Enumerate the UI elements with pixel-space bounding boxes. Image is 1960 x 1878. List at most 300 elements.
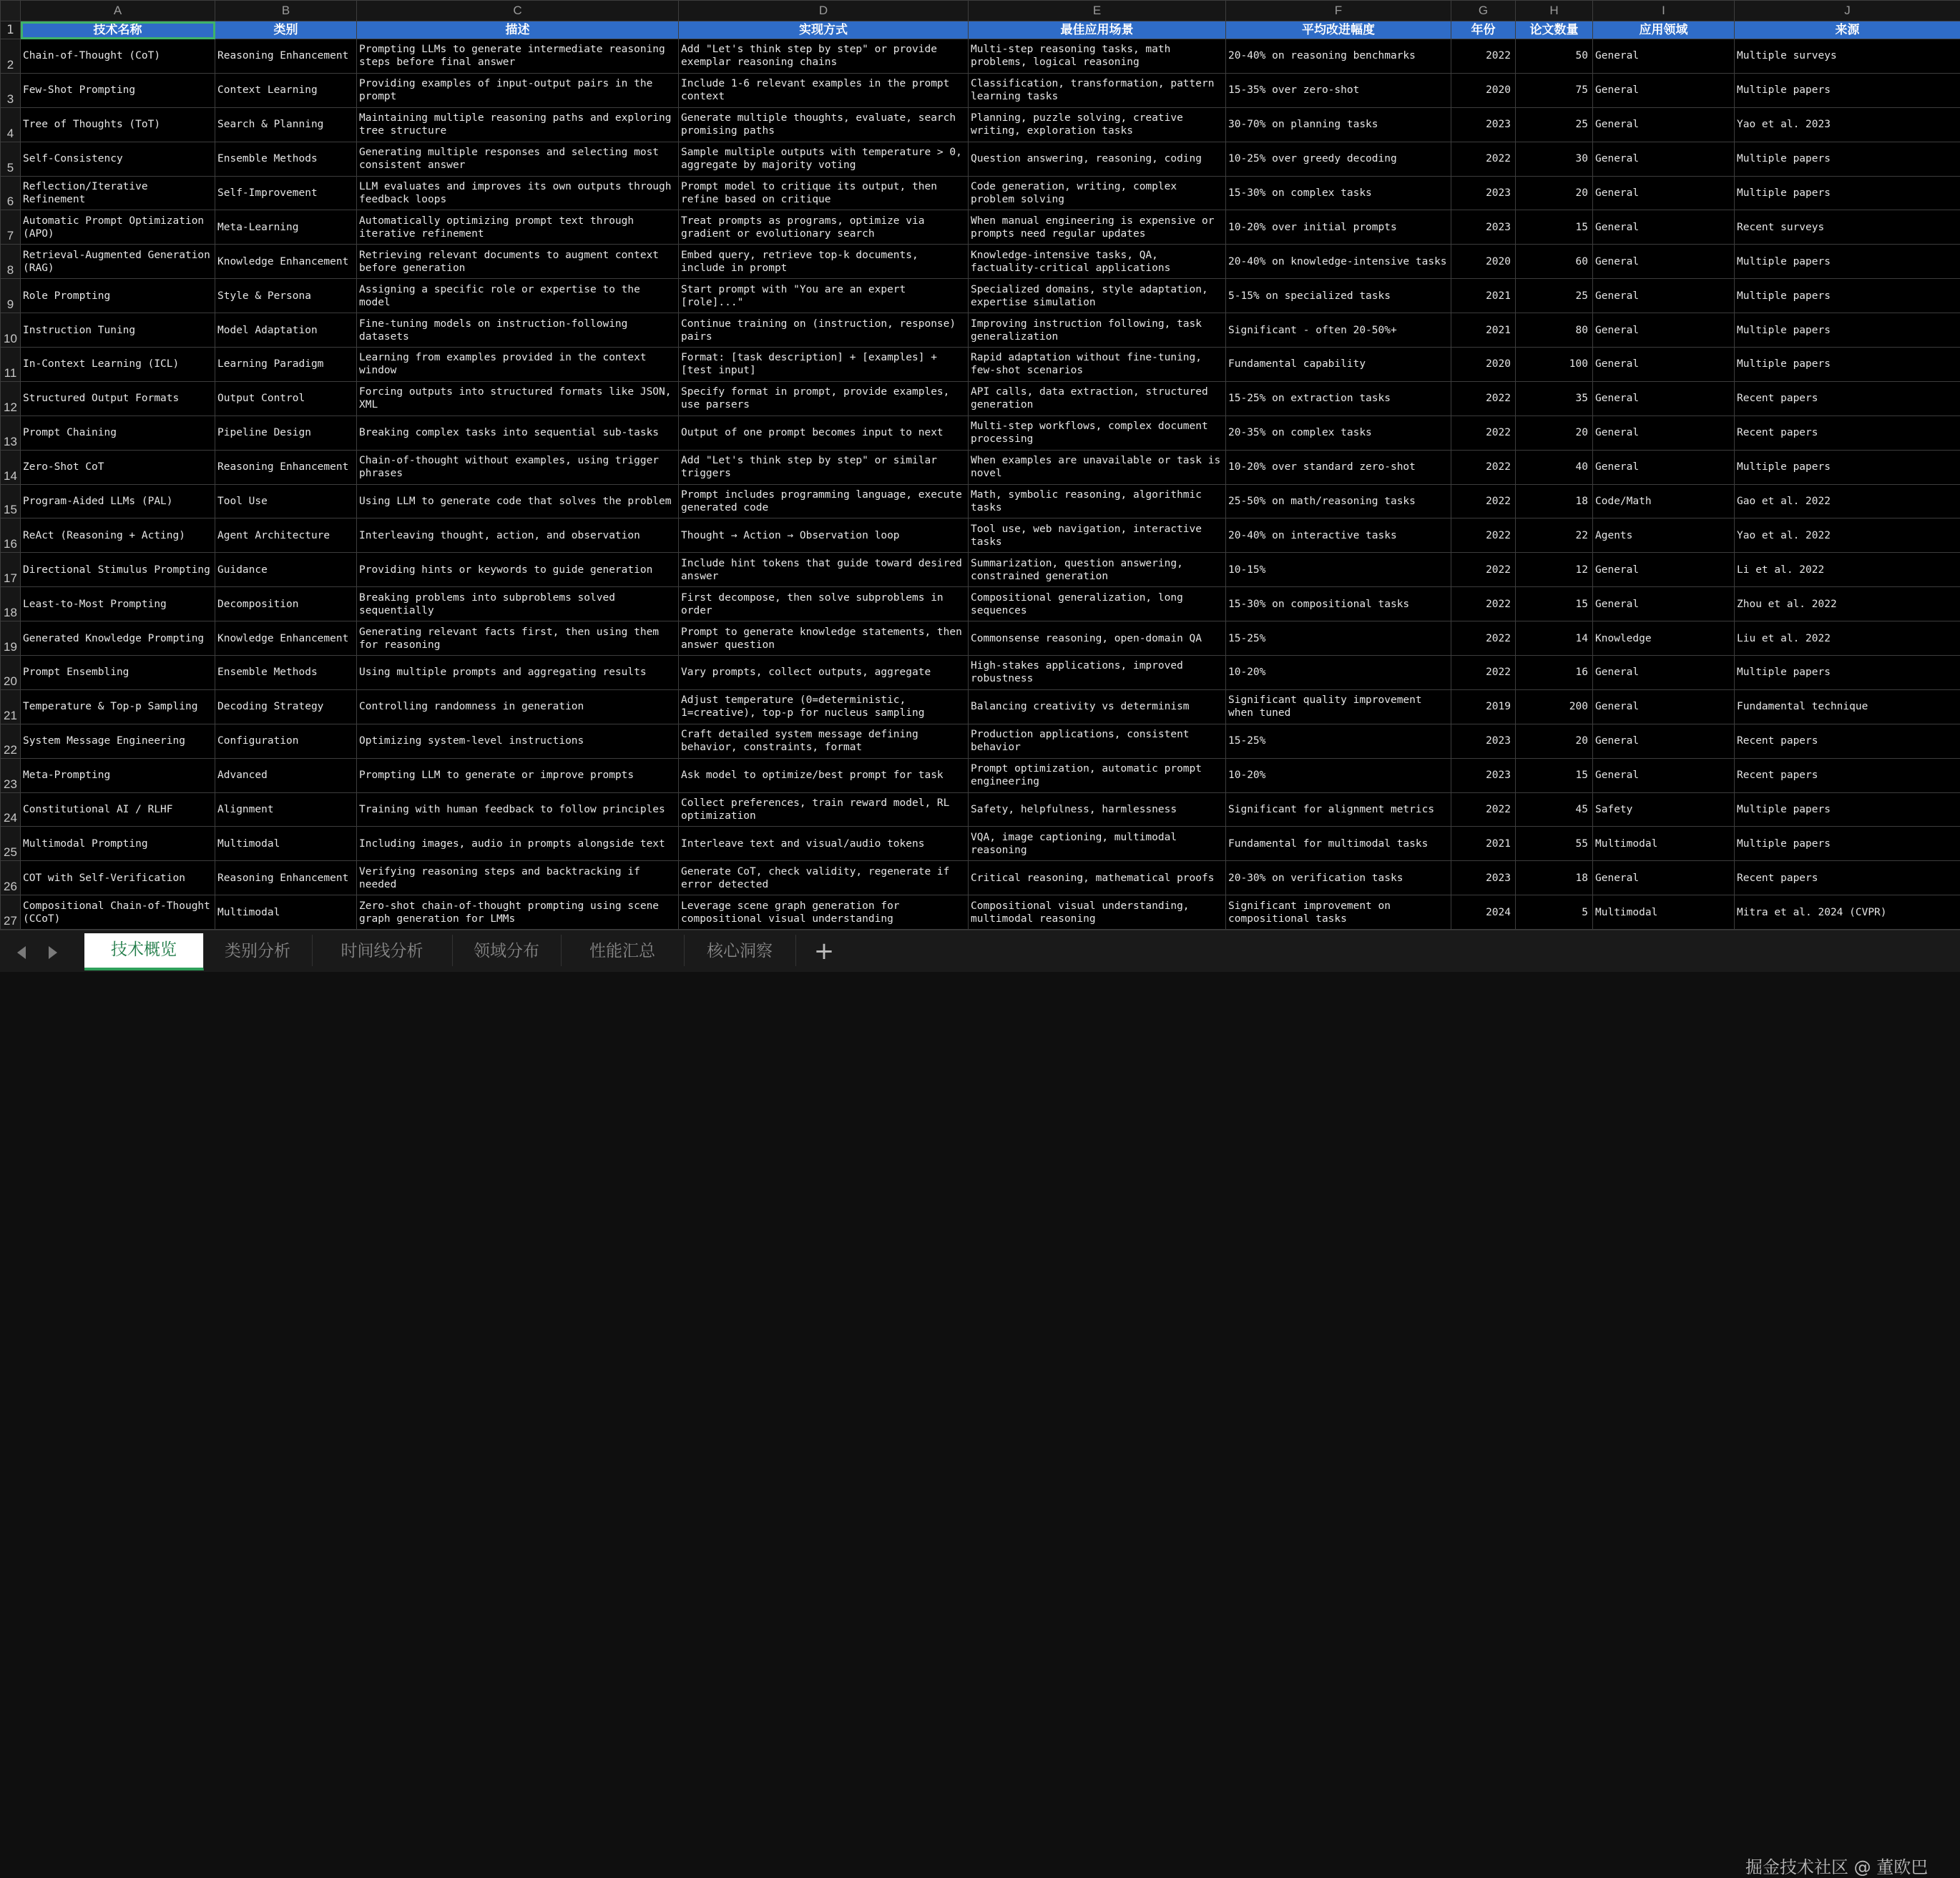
table-cell[interactable]: 2022 <box>1451 450 1516 484</box>
table-cell[interactable]: Interleave text and visual/audio tokens <box>679 827 969 861</box>
sheet-tab[interactable]: 时间线分析 <box>312 935 453 966</box>
table-cell[interactable]: Meta-Prompting <box>21 758 215 792</box>
table-cell[interactable]: 2023 <box>1451 724 1516 758</box>
table-cell[interactable]: Reflection/Iterative Refinement <box>21 176 215 210</box>
table-cell[interactable]: Prompt optimization, automatic prompt engineering <box>969 758 1226 792</box>
table-cell[interactable]: Guidance <box>215 553 357 587</box>
table-cell[interactable]: Multiple papers <box>1735 348 1960 382</box>
column-header[interactable]: E <box>969 1 1226 21</box>
table-cell[interactable]: Decomposition <box>215 587 357 621</box>
table-cell[interactable]: 2023 <box>1451 758 1516 792</box>
table-cell[interactable]: General <box>1593 656 1735 690</box>
table-cell[interactable]: 2022 <box>1451 142 1516 176</box>
table-cell[interactable]: First decompose, then solve subproblems in order <box>679 587 969 621</box>
table-cell[interactable]: Ensemble Methods <box>215 142 357 176</box>
table-cell[interactable]: Compositional generalization, long sequences <box>969 587 1226 621</box>
row-number[interactable]: 23 <box>1 758 21 792</box>
table-cell[interactable]: Sample multiple outputs with temperature > 0, aggregate by majority voting <box>679 142 969 176</box>
table-cell[interactable]: Prompt Ensembling <box>21 656 215 690</box>
table-cell[interactable]: 2021 <box>1451 827 1516 861</box>
table-cell[interactable]: Meta-Learning <box>215 210 357 245</box>
table-cell[interactable]: Critical reasoning, mathematical proofs <box>969 861 1226 895</box>
table-cell[interactable]: 15-25% <box>1226 621 1451 656</box>
table-cell[interactable]: 18 <box>1516 861 1593 895</box>
table-cell[interactable]: 45 <box>1516 792 1593 827</box>
table-cell[interactable]: 20 <box>1516 416 1593 450</box>
table-cell[interactable]: Advanced <box>215 758 357 792</box>
table-cell[interactable]: 12 <box>1516 553 1593 587</box>
table-cell[interactable]: Generating relevant facts first, then using them for reasoning <box>357 621 679 656</box>
header-cell-technique-name[interactable]: 技术名称 <box>21 21 215 39</box>
row-number[interactable]: 13 <box>1 416 21 450</box>
table-cell[interactable]: Reasoning Enhancement <box>215 39 357 74</box>
table-cell[interactable]: General <box>1593 758 1735 792</box>
table-cell[interactable]: Embed query, retrieve top-k documents, include in prompt <box>679 245 969 279</box>
table-cell[interactable]: 60 <box>1516 245 1593 279</box>
table-cell[interactable]: 2022 <box>1451 656 1516 690</box>
row-number[interactable]: 22 <box>1 724 21 758</box>
table-cell[interactable]: 10-20% <box>1226 656 1451 690</box>
table-cell[interactable]: VQA, image captioning, multimodal reasoning <box>969 827 1226 861</box>
table-cell[interactable]: Multimodal <box>215 895 357 930</box>
table-cell[interactable]: 80 <box>1516 313 1593 348</box>
table-cell[interactable]: COT with Self-Verification <box>21 861 215 895</box>
table-cell[interactable]: Tool Use <box>215 484 357 518</box>
row-number[interactable]: 10 <box>1 313 21 348</box>
column-header[interactable]: F <box>1226 1 1451 21</box>
table-cell[interactable]: Using LLM to generate code that solves the problem <box>357 484 679 518</box>
table-cell[interactable]: Instruction Tuning <box>21 313 215 348</box>
table-cell[interactable]: General <box>1593 107 1735 142</box>
table-cell[interactable]: Decoding Strategy <box>215 689 357 724</box>
table-cell[interactable]: Tree of Thoughts (ToT) <box>21 107 215 142</box>
table-cell[interactable]: 22 <box>1516 518 1593 553</box>
header-cell-implementation[interactable]: 实现方式 <box>679 21 969 39</box>
table-cell[interactable]: 15 <box>1516 210 1593 245</box>
table-cell[interactable]: Assigning a specific role or expertise to the model <box>357 279 679 313</box>
table-cell[interactable]: 2022 <box>1451 416 1516 450</box>
table-cell[interactable]: Rapid adaptation without fine-tuning, few-shot scenarios <box>969 348 1226 382</box>
table-cell[interactable]: Chain-of-thought without examples, using trigger phrases <box>357 450 679 484</box>
table-cell[interactable]: Include hint tokens that guide toward desired answer <box>679 553 969 587</box>
table-cell[interactable]: Automatic Prompt Optimization (APO) <box>21 210 215 245</box>
sheet-tab[interactable]: 核心洞察 <box>684 935 796 966</box>
table-cell[interactable]: General <box>1593 313 1735 348</box>
table-cell[interactable]: Vary prompts, collect outputs, aggregate <box>679 656 969 690</box>
table-cell[interactable]: Multimodal <box>1593 895 1735 930</box>
table-cell[interactable]: Continue training on (instruction, response) pairs <box>679 313 969 348</box>
table-cell[interactable]: Thought → Action → Observation loop <box>679 518 969 553</box>
table-cell[interactable]: Craft detailed system message defining behavior, constraints, format <box>679 724 969 758</box>
table-cell[interactable]: Context Learning <box>215 73 357 107</box>
table-cell[interactable]: 2023 <box>1451 176 1516 210</box>
table-cell[interactable]: Safety <box>1593 792 1735 827</box>
table-cell[interactable]: Adjust temperature (0=deterministic, 1=creative), top-p for nucleus sampling <box>679 689 969 724</box>
table-cell[interactable]: Forcing outputs into structured formats like JSON, XML <box>357 381 679 416</box>
table-cell[interactable]: Compositional visual understanding, multimodal reasoning <box>969 895 1226 930</box>
table-cell[interactable]: Prompt to generate knowledge statements, then answer question <box>679 621 969 656</box>
header-cell-year[interactable]: 年份 <box>1451 21 1516 39</box>
table-cell[interactable]: When manual engineering is expensive or prompts need regular updates <box>969 210 1226 245</box>
triangle-right-icon[interactable] <box>49 946 57 959</box>
table-cell[interactable]: LLM evaluates and improves its own outputs through feedback loops <box>357 176 679 210</box>
table-cell[interactable]: Multiple papers <box>1735 450 1960 484</box>
table-cell[interactable]: Using multiple prompts and aggregating results <box>357 656 679 690</box>
table-cell[interactable]: 14 <box>1516 621 1593 656</box>
table-cell[interactable]: 2023 <box>1451 861 1516 895</box>
table-cell[interactable]: Generated Knowledge Prompting <box>21 621 215 656</box>
table-cell[interactable]: Multiple papers <box>1735 279 1960 313</box>
table-cell[interactable]: 20 <box>1516 176 1593 210</box>
row-number[interactable]: 27 <box>1 895 21 930</box>
table-cell[interactable]: Model Adaptation <box>215 313 357 348</box>
row-number[interactable]: 7 <box>1 210 21 245</box>
table-cell[interactable]: Recent surveys <box>1735 210 1960 245</box>
table-cell[interactable]: Few-Shot Prompting <box>21 73 215 107</box>
row-number[interactable]: 5 <box>1 142 21 176</box>
table-cell[interactable]: 2022 <box>1451 518 1516 553</box>
table-cell[interactable]: Including images, audio in prompts alongside text <box>357 827 679 861</box>
table-cell[interactable]: System Message Engineering <box>21 724 215 758</box>
table-cell[interactable]: Knowledge Enhancement <box>215 245 357 279</box>
column-header[interactable]: A <box>21 1 215 21</box>
row-number[interactable]: 14 <box>1 450 21 484</box>
spreadsheet-grid[interactable] <box>0 0 1960 930</box>
row-number[interactable]: 16 <box>1 518 21 553</box>
table-cell[interactable]: Configuration <box>215 724 357 758</box>
table-cell[interactable]: Liu et al. 2022 <box>1735 621 1960 656</box>
table-cell[interactable]: 2022 <box>1451 381 1516 416</box>
table-cell[interactable]: 20-40% on interactive tasks <box>1226 518 1451 553</box>
table-cell[interactable]: Commonsense reasoning, open-domain QA <box>969 621 1226 656</box>
sheet-tab[interactable]: 技术概览 <box>84 933 204 970</box>
column-header[interactable]: C <box>357 1 679 21</box>
table-cell[interactable]: General <box>1593 210 1735 245</box>
table-cell[interactable]: General <box>1593 450 1735 484</box>
table-cell[interactable]: Yao et al. 2022 <box>1735 518 1960 553</box>
table-cell[interactable]: Recent papers <box>1735 758 1960 792</box>
table-cell[interactable]: Directional Stimulus Prompting <box>21 553 215 587</box>
table-cell[interactable]: 25 <box>1516 107 1593 142</box>
table-cell[interactable]: Multimodal Prompting <box>21 827 215 861</box>
table-cell[interactable]: Role Prompting <box>21 279 215 313</box>
table-cell[interactable]: General <box>1593 861 1735 895</box>
table-cell[interactable]: Reasoning Enhancement <box>215 450 357 484</box>
table-cell[interactable]: 25-50% on math/reasoning tasks <box>1226 484 1451 518</box>
table-cell[interactable]: Fine-tuning models on instruction-following datasets <box>357 313 679 348</box>
triangle-left-icon[interactable] <box>17 946 26 959</box>
table-cell[interactable]: Knowledge-intensive tasks, QA, factuality-critical applications <box>969 245 1226 279</box>
row-number[interactable]: 11 <box>1 348 21 382</box>
table-cell[interactable]: 2023 <box>1451 107 1516 142</box>
table-cell[interactable]: Alignment <box>215 792 357 827</box>
table-cell[interactable]: Program-Aided LLMs (PAL) <box>21 484 215 518</box>
table-cell[interactable]: General <box>1593 381 1735 416</box>
table-cell[interactable]: Planning, puzzle solving, creative writing, exploration tasks <box>969 107 1226 142</box>
row-number[interactable]: 25 <box>1 827 21 861</box>
table-cell[interactable]: Start prompt with "You are an expert [role]..." <box>679 279 969 313</box>
table-cell[interactable]: Recent papers <box>1735 381 1960 416</box>
table-cell[interactable]: General <box>1593 176 1735 210</box>
table-cell[interactable]: Zero-shot chain-of-thought prompting using scene graph generation for LMMs <box>357 895 679 930</box>
table-cell[interactable]: Treat prompts as programs, optimize via gradient or evolutionary search <box>679 210 969 245</box>
table-cell[interactable]: Summarization, question answering, constrained generation <box>969 553 1226 587</box>
table-cell[interactable]: Fundamental for multimodal tasks <box>1226 827 1451 861</box>
table-cell[interactable]: 25 <box>1516 279 1593 313</box>
row-number[interactable]: 4 <box>1 107 21 142</box>
table-cell[interactable]: General <box>1593 416 1735 450</box>
table-cell[interactable]: Prompting LLMs to generate intermediate reasoning steps before final answer <box>357 39 679 74</box>
table-cell[interactable]: Maintaining multiple reasoning paths and exploring tree structure <box>357 107 679 142</box>
table-cell[interactable]: Agents <box>1593 518 1735 553</box>
table-cell[interactable]: Multi-step workflows, complex document processing <box>969 416 1226 450</box>
table-cell[interactable]: Question answering, reasoning, coding <box>969 142 1226 176</box>
table-cell[interactable]: Chain-of-Thought (CoT) <box>21 39 215 74</box>
table-cell[interactable]: Specialized domains, style adaptation, expertise simulation <box>969 279 1226 313</box>
table-cell[interactable]: Multi-step reasoning tasks, math problems, logical reasoning <box>969 39 1226 74</box>
header-cell-best-use[interactable]: 最佳应用场景 <box>969 21 1226 39</box>
table-cell[interactable]: 30 <box>1516 142 1593 176</box>
table-cell[interactable]: 16 <box>1516 656 1593 690</box>
table-cell[interactable]: 20 <box>1516 724 1593 758</box>
table-cell[interactable]: Generating multiple responses and selecting most consistent answer <box>357 142 679 176</box>
table-cell[interactable]: Significant - often 20-50%+ <box>1226 313 1451 348</box>
table-cell[interactable]: API calls, data extraction, structured generation <box>969 381 1226 416</box>
row-number[interactable]: 15 <box>1 484 21 518</box>
table-cell[interactable]: Improving instruction following, task generalization <box>969 313 1226 348</box>
row-number[interactable]: 8 <box>1 245 21 279</box>
table-cell[interactable]: 10-25% over greedy decoding <box>1226 142 1451 176</box>
table-cell[interactable]: Automatically optimizing prompt text through iterative refinement <box>357 210 679 245</box>
table-cell[interactable]: Code generation, writing, complex problem solving <box>969 176 1226 210</box>
table-cell[interactable]: Recent papers <box>1735 861 1960 895</box>
table-cell[interactable]: Prompt includes programming language, execute generated code <box>679 484 969 518</box>
table-cell[interactable]: 20-40% on knowledge-intensive tasks <box>1226 245 1451 279</box>
table-cell[interactable]: Structured Output Formats <box>21 381 215 416</box>
select-all-corner[interactable] <box>1 1 21 21</box>
table-cell[interactable]: Add "Let's think step by step" or provide exemplar reasoning chains <box>679 39 969 74</box>
row-number[interactable]: 19 <box>1 621 21 656</box>
table-cell[interactable]: Multiple papers <box>1735 827 1960 861</box>
table-cell[interactable]: General <box>1593 142 1735 176</box>
table-cell[interactable]: Self-Improvement <box>215 176 357 210</box>
table-cell[interactable]: 2022 <box>1451 621 1516 656</box>
sheet-tab[interactable]: 领域分布 <box>452 935 562 966</box>
table-cell[interactable]: Prompt model to critique its output, then refine based on critique <box>679 176 969 210</box>
table-cell[interactable]: 2024 <box>1451 895 1516 930</box>
table-cell[interactable]: Generate CoT, check validity, regenerate if error detected <box>679 861 969 895</box>
table-cell[interactable]: Recent papers <box>1735 724 1960 758</box>
table-cell[interactable]: Reasoning Enhancement <box>215 861 357 895</box>
table-cell[interactable]: 2021 <box>1451 279 1516 313</box>
table-cell[interactable]: 2020 <box>1451 73 1516 107</box>
table-cell[interactable]: Self-Consistency <box>21 142 215 176</box>
table-cell[interactable]: Temperature & Top-p Sampling <box>21 689 215 724</box>
table-cell[interactable]: General <box>1593 553 1735 587</box>
row-number[interactable]: 21 <box>1 689 21 724</box>
column-header[interactable]: J <box>1735 1 1960 21</box>
table-cell[interactable]: General <box>1593 39 1735 74</box>
table-cell[interactable]: Learning from examples provided in the context window <box>357 348 679 382</box>
table-cell[interactable]: 20-35% on complex tasks <box>1226 416 1451 450</box>
table-cell[interactable]: Multiple papers <box>1735 656 1960 690</box>
table-cell[interactable]: Ask model to optimize/best prompt for task <box>679 758 969 792</box>
table-cell[interactable]: 2022 <box>1451 484 1516 518</box>
table-cell[interactable]: 10-20% <box>1226 758 1451 792</box>
row-number[interactable]: 9 <box>1 279 21 313</box>
table-cell[interactable]: 20-30% on verification tasks <box>1226 861 1451 895</box>
column-header[interactable]: B <box>215 1 357 21</box>
table-cell[interactable]: 100 <box>1516 348 1593 382</box>
row-number[interactable]: 18 <box>1 587 21 621</box>
table-cell[interactable]: 15-35% over zero-shot <box>1226 73 1451 107</box>
table-cell[interactable]: Retrieving relevant documents to augment context before generation <box>357 245 679 279</box>
table-cell[interactable]: 2019 <box>1451 689 1516 724</box>
table-cell[interactable]: Generate multiple thoughts, evaluate, search promising paths <box>679 107 969 142</box>
table-cell[interactable]: General <box>1593 587 1735 621</box>
table-cell[interactable]: Code/Math <box>1593 484 1735 518</box>
column-header[interactable]: I <box>1593 1 1735 21</box>
table-cell[interactable]: Providing examples of input-output pairs in the prompt <box>357 73 679 107</box>
table-cell[interactable]: 10-20% over initial prompts <box>1226 210 1451 245</box>
table-cell[interactable]: Controlling randomness in generation <box>357 689 679 724</box>
header-cell-domain[interactable]: 应用领域 <box>1593 21 1735 39</box>
table-cell[interactable]: Balancing creativity vs determinism <box>969 689 1226 724</box>
table-cell[interactable]: 2022 <box>1451 553 1516 587</box>
table-cell[interactable]: 15-30% on complex tasks <box>1226 176 1451 210</box>
table-cell[interactable]: 20-40% on reasoning benchmarks <box>1226 39 1451 74</box>
row-number[interactable]: 6 <box>1 176 21 210</box>
table-cell[interactable]: ReAct (Reasoning + Acting) <box>21 518 215 553</box>
table-cell[interactable]: 5 <box>1516 895 1593 930</box>
table-cell[interactable]: Li et al. 2022 <box>1735 553 1960 587</box>
table-cell[interactable]: 40 <box>1516 450 1593 484</box>
table-cell[interactable]: Format: [task description] + [examples] + [test input] <box>679 348 969 382</box>
table-cell[interactable]: 10-20% over standard zero-shot <box>1226 450 1451 484</box>
table-cell[interactable]: Ensemble Methods <box>215 656 357 690</box>
table-cell[interactable]: Significant for alignment metrics <box>1226 792 1451 827</box>
table-cell[interactable]: 35 <box>1516 381 1593 416</box>
table-cell[interactable]: Training with human feedback to follow principles <box>357 792 679 827</box>
table-cell[interactable]: Breaking problems into subproblems solved sequentially <box>357 587 679 621</box>
table-cell[interactable]: When examples are unavailable or task is novel <box>969 450 1226 484</box>
table-cell[interactable]: Multimodal <box>215 827 357 861</box>
table-cell[interactable]: Output Control <box>215 381 357 416</box>
row-number[interactable]: 24 <box>1 792 21 827</box>
table-cell[interactable]: High-stakes applications, improved robustness <box>969 656 1226 690</box>
table-cell[interactable]: General <box>1593 245 1735 279</box>
table-cell[interactable]: 2022 <box>1451 792 1516 827</box>
row-number[interactable]: 17 <box>1 553 21 587</box>
table-cell[interactable]: 2022 <box>1451 39 1516 74</box>
table-cell[interactable]: Yao et al. 2023 <box>1735 107 1960 142</box>
table-cell[interactable]: Verifying reasoning steps and backtracking if needed <box>357 861 679 895</box>
table-cell[interactable]: Providing hints or keywords to guide generation <box>357 553 679 587</box>
table-cell[interactable]: General <box>1593 348 1735 382</box>
table-cell[interactable]: Zhou et al. 2022 <box>1735 587 1960 621</box>
table-cell[interactable]: Collect preferences, train reward model, RL optimization <box>679 792 969 827</box>
row-number[interactable]: 26 <box>1 861 21 895</box>
table-cell[interactable]: 15-30% on compositional tasks <box>1226 587 1451 621</box>
table-cell[interactable]: Pipeline Design <box>215 416 357 450</box>
row-number[interactable]: 2 <box>1 39 21 74</box>
table-cell[interactable]: General <box>1593 279 1735 313</box>
row-number[interactable]: 3 <box>1 73 21 107</box>
table-cell[interactable]: Multiple papers <box>1735 792 1960 827</box>
table-cell[interactable]: 200 <box>1516 689 1593 724</box>
row-number[interactable]: 1 <box>1 21 21 39</box>
table-cell[interactable]: Prompting LLM to generate or improve prompts <box>357 758 679 792</box>
table-cell[interactable]: Knowledge <box>1593 621 1735 656</box>
table-cell[interactable]: Multiple papers <box>1735 73 1960 107</box>
table-cell[interactable]: Fundamental capability <box>1226 348 1451 382</box>
table-cell[interactable]: Fundamental technique <box>1735 689 1960 724</box>
table-cell[interactable]: Optimizing system-level instructions <box>357 724 679 758</box>
sheet-tab[interactable]: 性能汇总 <box>561 935 685 966</box>
table-cell[interactable]: Multiple papers <box>1735 176 1960 210</box>
table-cell[interactable]: General <box>1593 724 1735 758</box>
table-cell[interactable]: Tool use, web navigation, interactive tasks <box>969 518 1226 553</box>
table-cell[interactable]: 75 <box>1516 73 1593 107</box>
table-cell[interactable]: Math, symbolic reasoning, algorithmic tasks <box>969 484 1226 518</box>
table-cell[interactable]: In-Context Learning (ICL) <box>21 348 215 382</box>
table-cell[interactable]: Significant improvement on compositional tasks <box>1226 895 1451 930</box>
table-cell[interactable]: Add "Let's think step by step" or similar triggers <box>679 450 969 484</box>
table-cell[interactable]: Specify format in prompt, provide examples, use parsers <box>679 381 969 416</box>
table-cell[interactable]: Recent papers <box>1735 416 1960 450</box>
table-cell[interactable]: 18 <box>1516 484 1593 518</box>
table-cell[interactable]: Multimodal <box>1593 827 1735 861</box>
table-cell[interactable]: 2020 <box>1451 348 1516 382</box>
table-cell[interactable]: Production applications, consistent behavior <box>969 724 1226 758</box>
row-number[interactable]: 20 <box>1 656 21 690</box>
table-cell[interactable]: Breaking complex tasks into sequential sub-tasks <box>357 416 679 450</box>
add-sheet-button[interactable]: + <box>807 936 841 968</box>
table-cell[interactable]: Least-to-Most Prompting <box>21 587 215 621</box>
table-cell[interactable]: Multiple papers <box>1735 313 1960 348</box>
table-cell[interactable]: 10-15% <box>1226 553 1451 587</box>
table-cell[interactable]: General <box>1593 73 1735 107</box>
table-cell[interactable]: 2021 <box>1451 313 1516 348</box>
header-cell-paper-count[interactable]: 论文数量 <box>1516 21 1593 39</box>
table-cell[interactable]: Significant quality improvement when tuned <box>1226 689 1451 724</box>
table-cell[interactable]: Prompt Chaining <box>21 416 215 450</box>
table-cell[interactable]: Retrieval-Augmented Generation (RAG) <box>21 245 215 279</box>
table-cell[interactable]: 15 <box>1516 587 1593 621</box>
table-cell[interactable]: Search & Planning <box>215 107 357 142</box>
column-header[interactable]: D <box>679 1 969 21</box>
table-cell[interactable]: 15-25% on extraction tasks <box>1226 381 1451 416</box>
table-cell[interactable]: Safety, helpfulness, harmlessness <box>969 792 1226 827</box>
table-cell[interactable]: 15 <box>1516 758 1593 792</box>
table-cell[interactable]: Interleaving thought, action, and observation <box>357 518 679 553</box>
table-cell[interactable]: 30-70% on planning tasks <box>1226 107 1451 142</box>
table-cell[interactable]: 5-15% on specialized tasks <box>1226 279 1451 313</box>
table-cell[interactable]: Learning Paradigm <box>215 348 357 382</box>
table-cell[interactable]: Compositional Chain-of-Thought (CCoT) <box>21 895 215 930</box>
column-header[interactable]: H <box>1516 1 1593 21</box>
table-cell[interactable]: Output of one prompt becomes input to next <box>679 416 969 450</box>
table-cell[interactable]: Leverage scene graph generation for compositional visual understanding <box>679 895 969 930</box>
header-cell-improvement[interactable]: 平均改进幅度 <box>1226 21 1451 39</box>
table-cell[interactable]: Classification, transformation, pattern learning tasks <box>969 73 1226 107</box>
table-cell[interactable]: 2020 <box>1451 245 1516 279</box>
table-cell[interactable]: 50 <box>1516 39 1593 74</box>
header-cell-description[interactable]: 描述 <box>357 21 679 39</box>
table-cell[interactable]: Knowledge Enhancement <box>215 621 357 656</box>
sheet-tab[interactable]: 类别分析 <box>203 935 313 966</box>
table-cell[interactable]: Gao et al. 2022 <box>1735 484 1960 518</box>
